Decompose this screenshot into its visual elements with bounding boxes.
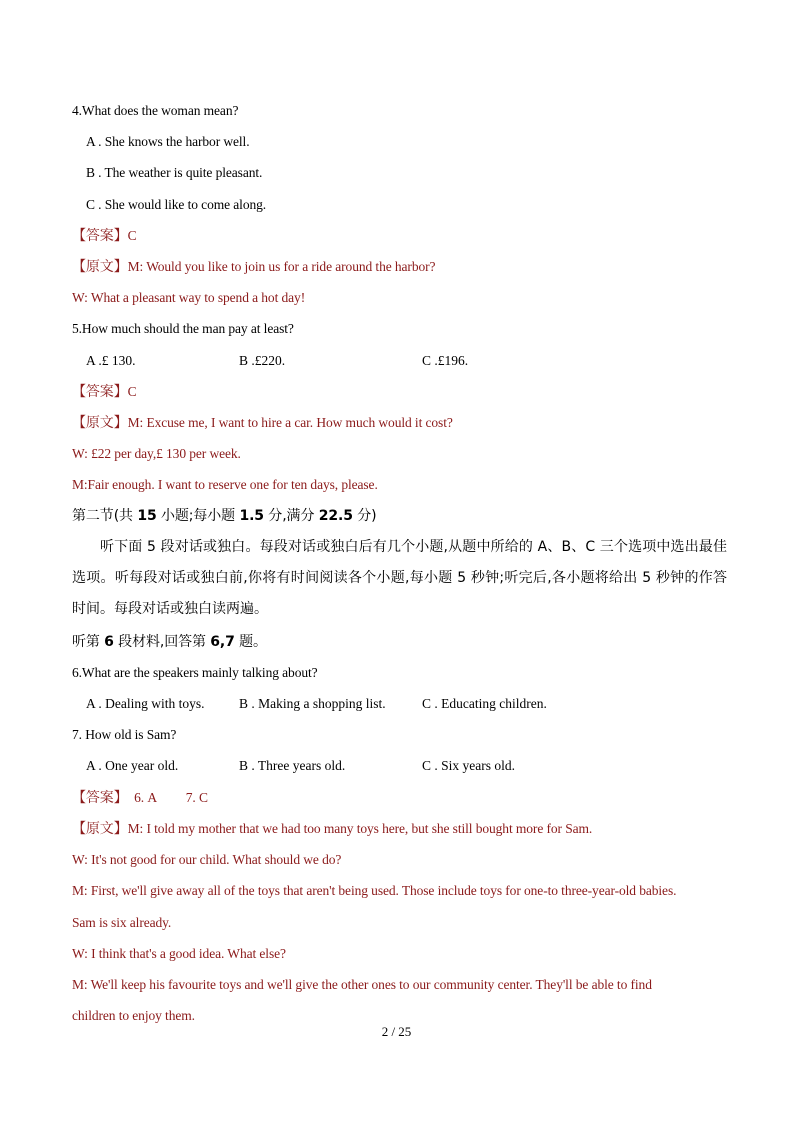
q5-transcript-3: M:Fair enough. I want to reserve one for ten days, please.	[72, 477, 378, 492]
answer-value: C	[127, 228, 137, 243]
q4-transcript-2: W: What a pleasant way to spend a hot day!	[72, 290, 306, 305]
transcript-tag: 【原文】	[72, 259, 128, 275]
q6-option-a: A . Dealing with toys.	[86, 696, 205, 711]
transcript-text: M: I told my mother that we had too many toys here, but she still bought more for Sam.	[127, 821, 593, 836]
question-5: 5.How much should the man pay at least?	[72, 321, 294, 336]
transcript-tag: 【原文】	[72, 415, 128, 431]
q67-transcript-4: Sam is six already.	[72, 915, 172, 930]
q67-transcript-5: W: I think that's a good idea. What else?	[72, 946, 286, 961]
q67-transcript-3: M: First, we'll give away all of the toys that aren't being used. Those include toys for one-to three-year-old babies.	[72, 883, 677, 898]
q5-option-b: B .£220.	[239, 353, 286, 368]
section-instructions: 听下面 5 段对话或独白。每段对话或独白后有几个小题,从题中所给的 A、B、C 三个选项中选出最佳选项。听每段对话或独白前,你将有时间阅读各个小题,每小题 5 秒钟;听完后,各小题将给出 5 秒钟的作答时间。每段对话或独白读两遍。	[72, 539, 727, 617]
section-heading-text: 小题;每小题	[156, 508, 240, 524]
material-questions: 6,7	[210, 634, 235, 650]
q4-transcript-1	[72, 258, 435, 276]
section-heading-text: 第二节(共	[72, 508, 138, 524]
q5-transcript-1	[72, 414, 453, 432]
question-6: 6.What are the speakers mainly talking about?	[72, 665, 318, 680]
q5-transcript-2: W: £22 per day,£ 130 per week.	[72, 446, 241, 461]
material-text: 段材料,回答第	[113, 634, 211, 650]
section-points-total: 22.5	[318, 508, 353, 524]
material-text: 听第	[72, 634, 105, 650]
q6-option-b: B . Making a shopping list.	[239, 696, 386, 711]
section-count: 15	[137, 508, 157, 524]
q5-option-c: C .£196.	[422, 353, 469, 368]
q4-answer	[72, 227, 137, 245]
q67-transcript-6: M: We'll keep his favourite toys and we'll give the other ones to our community center. They'll be able to find	[72, 977, 652, 992]
q67-transcript-7: children to enjoy them.	[72, 1008, 195, 1023]
transcript-text: M: Excuse me, I want to hire a car. How much would it cost?	[127, 415, 453, 430]
answer-value: 6. A 7. C	[127, 790, 208, 805]
section-heading-text: 分)	[352, 508, 377, 524]
answer-tag: 【答案】	[72, 790, 128, 806]
q7-option-b: B . Three years old.	[239, 758, 346, 773]
section-heading	[72, 507, 377, 525]
transcript-tag: 【原文】	[72, 821, 128, 837]
q4-option-c: C . She would like to come along.	[86, 197, 267, 212]
transcript-text: M: Would you like to join us for a ride around the harbor?	[127, 259, 436, 274]
q7-option-a: A . One year old.	[86, 758, 179, 773]
q6-option-c: C . Educating children.	[422, 696, 547, 711]
section-points-each: 1.5	[239, 508, 264, 524]
q4-option-a: A . She knows the harbor well.	[86, 134, 250, 149]
q4-option-b: B . The weather is quite pleasant.	[86, 165, 263, 180]
question-7: 7. How old is Sam?	[72, 727, 177, 742]
section-heading-text: 分,满分	[263, 508, 319, 524]
question-4: 4.What does the woman mean?	[72, 103, 239, 118]
q5-option-a: A .£ 130.	[86, 353, 136, 368]
answer-tag: 【答案】	[72, 228, 128, 244]
q7-option-c: C . Six years old.	[422, 758, 515, 773]
material-number: 6	[104, 634, 114, 650]
page-number: 2 / 25	[381, 1024, 412, 1039]
q5-answer	[72, 383, 137, 401]
q67-transcript-2: W: It's not good for our child. What should we do?	[72, 852, 342, 867]
q67-transcript-1	[72, 820, 592, 838]
q67-answer	[72, 789, 208, 807]
material-text: 题。	[234, 634, 267, 650]
material-intro	[72, 633, 267, 651]
answer-value: C	[127, 384, 137, 399]
answer-tag: 【答案】	[72, 384, 128, 400]
